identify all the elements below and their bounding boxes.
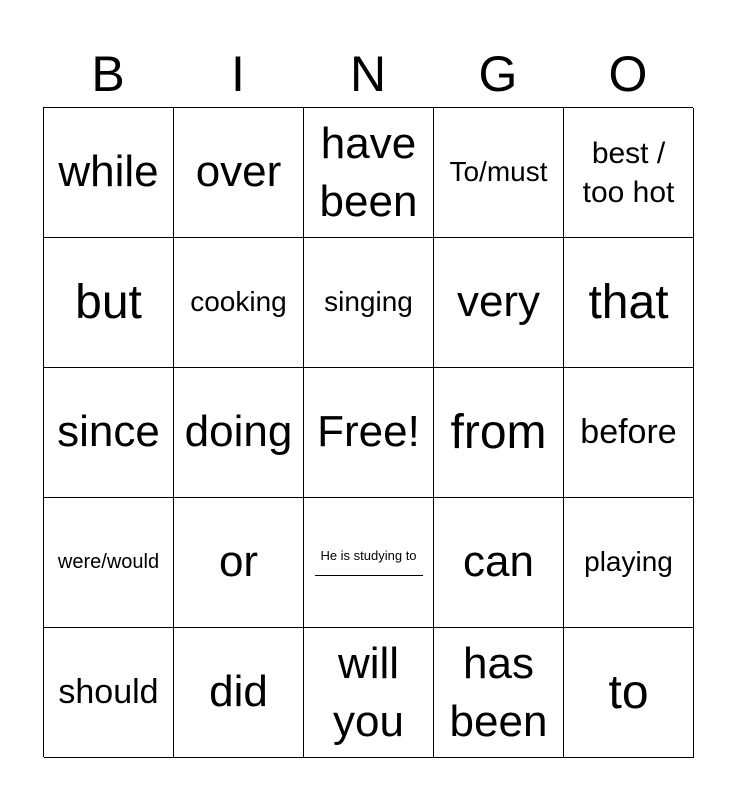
bingo-cell[interactable]: can [434, 498, 564, 628]
header-letter-g: G [478, 46, 518, 102]
bingo-cell[interactable]: doing [174, 368, 304, 498]
bingo-cell[interactable]: best / too hot [564, 108, 694, 238]
bingo-cell[interactable]: over [174, 108, 304, 238]
bingo-cell[interactable]: To/must [434, 108, 564, 238]
bingo-cell[interactable]: to [564, 628, 694, 758]
bingo-cell[interactable]: cooking [174, 238, 304, 368]
fill-in-blank-line [315, 575, 423, 576]
cell-prompt-text: He is studying to [320, 547, 417, 563]
bingo-cell[interactable]: since [44, 368, 174, 498]
bingo-cell[interactable]: should [44, 628, 174, 758]
bingo-cell[interactable]: playing [564, 498, 694, 628]
bingo-cell[interactable]: while [44, 108, 174, 238]
bingo-header [43, 40, 693, 108]
bingo-cell[interactable]: will you [304, 628, 434, 758]
free-space-cell[interactable]: Free! [304, 368, 434, 498]
bingo-board [43, 107, 693, 757]
bingo-cell[interactable]: were/would [44, 498, 174, 628]
bingo-cell[interactable]: did [174, 628, 304, 758]
bingo-cell[interactable]: have been [304, 108, 434, 238]
bingo-cell[interactable]: that [564, 238, 694, 368]
header-letter-b: B [91, 46, 125, 102]
bingo-cell[interactable]: singing [304, 238, 434, 368]
bingo-cell[interactable]: has been [434, 628, 564, 758]
header-letter-o: O [608, 46, 648, 102]
bingo-cell[interactable]: very [434, 238, 564, 368]
header-letter-n: N [349, 46, 387, 102]
bingo-cell[interactable]: but [44, 238, 174, 368]
bingo-cell[interactable]: from [434, 368, 564, 498]
bingo-cell[interactable]: before [564, 368, 694, 498]
bingo-cell[interactable] [304, 498, 434, 628]
bingo-cell[interactable]: or [174, 498, 304, 628]
header-letter-i: I [231, 46, 245, 102]
